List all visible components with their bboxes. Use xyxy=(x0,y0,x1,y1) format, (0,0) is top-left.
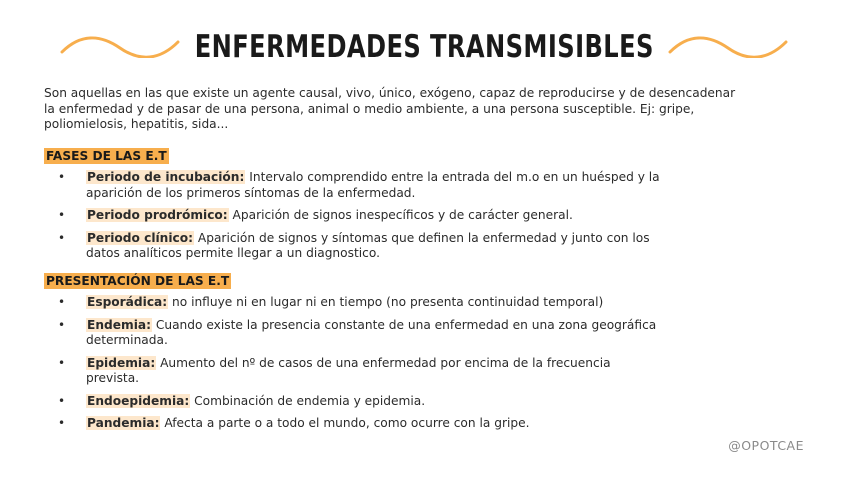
list-item-term: Periodo prodrómico: xyxy=(87,208,228,222)
title-row xyxy=(0,22,848,72)
list-item-term: Periodo de incubación: xyxy=(87,170,245,184)
list-item xyxy=(44,416,704,432)
page-title: ENFERMEDADES TRANSMISIBLES xyxy=(194,29,654,65)
bullet-icon: • xyxy=(58,170,66,184)
list-item xyxy=(44,231,666,262)
bullet-icon: • xyxy=(58,355,66,370)
list-item-desc: Combinación de endemia y epidemia. xyxy=(190,393,426,408)
list-item-desc: Afecta a parte o a todo el mundo, como ocurre con la gripe. xyxy=(160,416,530,430)
footer-handle: @OPOTCAE xyxy=(728,438,804,453)
bullet-icon: • xyxy=(58,230,66,245)
bullet-icon: • xyxy=(58,393,66,408)
list-item xyxy=(44,208,684,224)
intro-paragraph: Son aquellas en las que existe un agente causal, vivo, único, exógeno, capaz de reproducirse y de desencadenar la enfermedad y de pasar de una persona, animal o medio ambiente, a una persona susceptible. Ej: gripe, poliomielosis, hepatitis, sida... xyxy=(44,86,736,131)
wave-right-icon xyxy=(668,36,788,58)
list-item-term: Epidemia: xyxy=(87,355,156,370)
list-item-desc: Intervalo comprendido entre la entrada del m.o en un huésped y la aparición de los primeros síntomas de la enfermedad. xyxy=(86,170,660,200)
list-item-desc: Aparición de signos y síntomas que definen la enfermedad y junto con los datos analíticos permite llegar a un diagnostico. xyxy=(86,230,650,260)
section-label-presentacion: PRESENTACIÓN DE LAS E.T xyxy=(46,274,230,288)
list-item-desc: Cuando existe la presencia constante de una enfermedad en una zona geográfica determinada. xyxy=(86,317,657,347)
list-item-term: Endoepidemia: xyxy=(87,393,190,408)
list-item-term: Pandemia: xyxy=(87,416,160,430)
list-item xyxy=(44,394,704,410)
list-item-term: Periodo clínico: xyxy=(87,230,194,245)
list-item xyxy=(44,356,646,387)
bullet-icon: • xyxy=(58,317,66,332)
list-item-term: Endemia: xyxy=(87,317,151,332)
list-item-desc: no influye ni en lugar ni en tiempo (no presenta continuidad temporal) xyxy=(168,295,604,309)
fases-list xyxy=(44,170,684,269)
section-label-fases: FASES DE LAS E.T xyxy=(46,149,167,163)
list-item-desc: Aumento del nº de casos de una enfermedad por encima de la frecuencia prevista. xyxy=(86,355,611,385)
list-item-term: Esporádica: xyxy=(87,295,168,309)
list-item xyxy=(44,318,686,349)
bullet-icon: • xyxy=(58,208,66,222)
wave-left-icon xyxy=(60,36,180,58)
list-item xyxy=(44,170,666,201)
list-item-desc: Aparición de signos inespecíficos y de carácter general. xyxy=(228,208,573,222)
bullet-icon: • xyxy=(58,295,66,309)
bullet-icon: • xyxy=(58,416,66,430)
presentacion-list xyxy=(44,295,704,439)
list-item xyxy=(44,295,704,311)
